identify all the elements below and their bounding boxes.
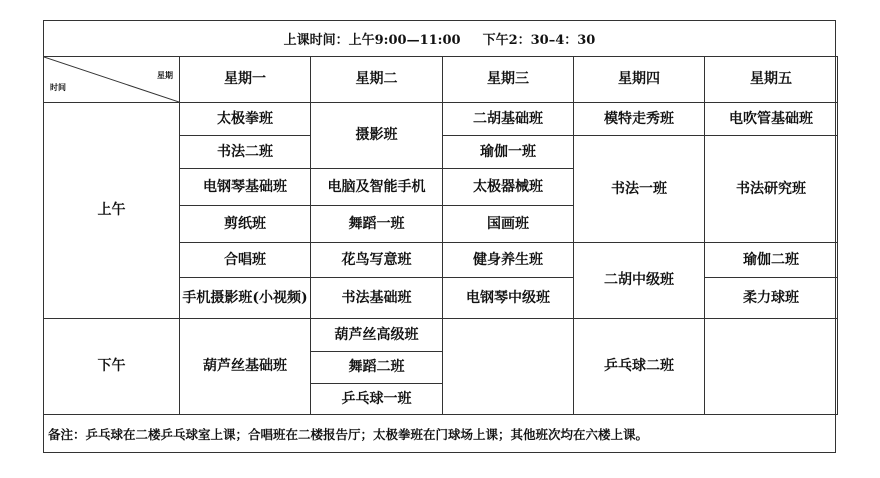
class-cell: 书法研究班	[705, 136, 838, 243]
afternoon-time: 下午2：30–4：30	[482, 33, 596, 48]
day-header-fri: 星期五	[705, 57, 838, 103]
class-cell: 太极器械班	[443, 169, 574, 206]
class-cell: 葫芦丝高级班	[311, 319, 443, 352]
corner-day-label: 星期	[157, 70, 173, 80]
class-cell: 舞蹈二班	[311, 352, 443, 384]
class-cell	[705, 319, 838, 415]
class-cell: 舞蹈一班	[311, 206, 443, 243]
schedule-sheet	[43, 20, 836, 453]
period-morning: 上午	[44, 103, 180, 319]
class-cell: 二胡基础班	[443, 103, 574, 136]
class-cell: 葫芦丝基础班	[180, 319, 311, 415]
class-cell: 电钢琴基础班	[180, 169, 311, 206]
class-time-header	[44, 21, 835, 57]
day-header-row	[44, 57, 838, 103]
period-afternoon: 下午	[44, 319, 180, 415]
class-cell: 书法一班	[574, 136, 705, 243]
class-cell: 乒乓球二班	[574, 319, 705, 415]
class-cell: 二胡中级班	[574, 243, 705, 319]
class-cell: 书法二班	[180, 136, 311, 169]
class-cell: 手机摄影班(小视频)	[180, 278, 311, 319]
class-cell: 乒乓球一班	[311, 384, 443, 415]
corner-time-label: 时间	[50, 82, 66, 92]
class-cell	[443, 319, 574, 415]
class-cell: 模特走秀班	[574, 103, 705, 136]
morning-time: 上课时间：上午9:00—11:00	[283, 33, 461, 48]
class-cell: 书法基础班	[311, 278, 443, 319]
day-header-mon: 星期一	[180, 57, 311, 103]
class-cell: 合唱班	[180, 243, 311, 278]
corner-cell	[44, 57, 180, 103]
day-header-tue: 星期二	[311, 57, 443, 103]
class-cell: 柔力球班	[705, 278, 838, 319]
class-cell: 摄影班	[311, 103, 443, 169]
day-header-wed: 星期三	[443, 57, 574, 103]
class-cell: 花鸟写意班	[311, 243, 443, 278]
class-cell: 电脑及智能手机	[311, 169, 443, 206]
class-cell: 瑜伽二班	[705, 243, 838, 278]
class-cell: 健身养生班	[443, 243, 574, 278]
class-cell: 瑜伽一班	[443, 136, 574, 169]
class-cell: 电钢琴中级班	[443, 278, 574, 319]
class-cell: 剪纸班	[180, 206, 311, 243]
schedule-table	[43, 56, 838, 415]
class-cell: 太极拳班	[180, 103, 311, 136]
class-cell: 电吹管基础班	[705, 103, 838, 136]
note-row: 备注：乒乓球在二楼乒乓球室上课；合唱班在二楼报告厅；太极拳班在门球场上课；其他班次均在六楼上课。	[44, 414, 835, 452]
table-row	[44, 319, 838, 352]
table-row	[44, 103, 838, 136]
day-header-thu: 星期四	[574, 57, 705, 103]
class-cell: 国画班	[443, 206, 574, 243]
